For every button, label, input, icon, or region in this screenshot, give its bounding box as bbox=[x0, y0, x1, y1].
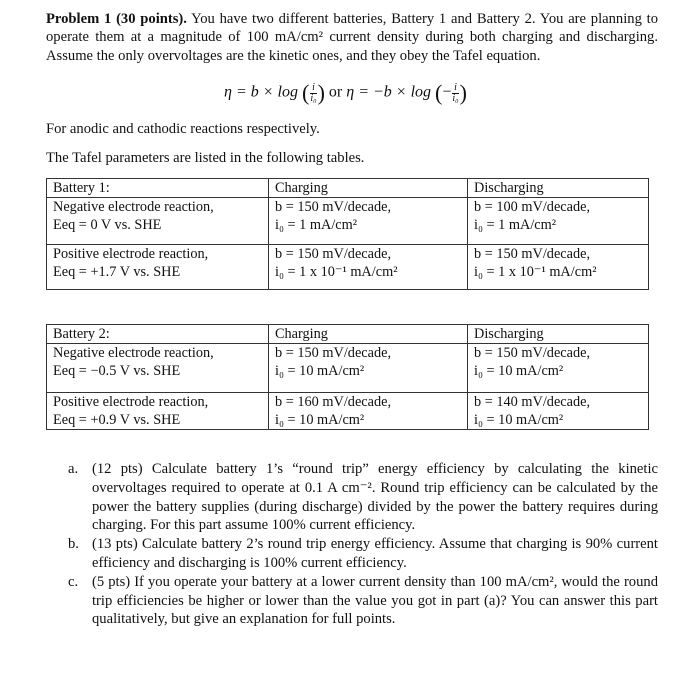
equation-right: η = −b × log bbox=[346, 83, 432, 101]
table-row bbox=[47, 325, 649, 344]
problem-intro-text: You have two different batteries, Battery 1 and Battery 2. You are planning to operate them at a magnitude of 100 mA/cm² current density during both charging and discharging. Assume the only overvoltages are the kinetic ones, and they obey the Tafel equation. bbox=[46, 11, 658, 64]
table-row: Positive electrode reaction, Eeq = +0.9 V vs. SHE b = 160 mV/decade, i₀ = 10 mA/cm² b = 140 mV/decade, i₀ = 10 mA/cm² bbox=[47, 393, 649, 430]
question-text: (12 pts) Calculate battery 1’s “round trip” energy efficiency by calculating the kinetic overvoltages required to operate at 0.1 A cm⁻². Round trip efficiency can be calculated by the power the battery supplies (during discharge) divided by the power the battery requires during charging. For this part assume 100% current efficiency. bbox=[92, 461, 658, 534]
tafel-equation: η = b × log ( $\frac{i}{\text{i₀}}$ ) or η = −b × log (− $\frac{i}{\text{i₀}}$ ) bbox=[224, 80, 467, 105]
question-list bbox=[68, 460, 658, 629]
question-text: (5 pts) If you operate your battery at a lower current density than 100 mA/cm², would the round trip efficiencies be higher or lower than the value you got in part (a)? You can answer this part qualitatively, but give an explanation for full points. bbox=[92, 573, 658, 628]
fraction-cathodic: $\frac{i}{\text{i₀}}$ bbox=[452, 81, 459, 104]
question-label: a. bbox=[68, 461, 79, 477]
battery1-col-discharging: Discharging bbox=[468, 179, 649, 198]
question-a bbox=[68, 460, 658, 535]
battery1-col-charging: Charging bbox=[269, 179, 468, 198]
equation-or: or bbox=[328, 83, 343, 101]
after-equation-text: For anodic and cathodic reactions respectively. bbox=[46, 121, 320, 137]
problem-heading: Problem 1 (30 points). bbox=[46, 11, 187, 27]
table-row: Negative electrode reaction, Eeq = 0 V vs. SHE b = 150 mV/decade, i₀ = 1 mA/cm² b = 100 mV/decade, i₀ = 1 mA/cm² bbox=[47, 198, 649, 245]
tables-intro-text: The Tafel parameters are listed in the following tables. bbox=[46, 150, 365, 166]
battery2-title: Battery 2: bbox=[47, 325, 269, 344]
question-text: (13 pts) Calculate battery 2’s round trip energy efficiency. Assume that charging is 90% current efficiency and discharging is 100% current efficiency. bbox=[92, 536, 658, 571]
problem-intro bbox=[46, 10, 658, 65]
question-label: c. bbox=[68, 573, 79, 590]
question-c bbox=[68, 573, 658, 629]
battery2-col-charging: Charging bbox=[269, 325, 468, 344]
question-b bbox=[68, 535, 658, 573]
battery1-table bbox=[46, 178, 649, 290]
table-row: Negative electrode reaction, Eeq = −0.5 V vs. SHE b = 150 mV/decade, i₀ = 10 mA/cm² b = 150 mV/decade, i₀ = 10 mA/cm² bbox=[47, 344, 649, 393]
battery2-col-discharging: Discharging bbox=[468, 325, 649, 344]
question-label: b. bbox=[68, 536, 79, 553]
equation-left: η = b × log bbox=[224, 83, 298, 101]
table-row: Positive electrode reaction, Eeq = +1.7 V vs. SHE b = 150 mV/decade, i₀ = 1 x 10⁻¹ mA/cm² b = 150 mV/decade, i₀ = 1 x 10⁻¹ mA/cm² bbox=[47, 245, 649, 290]
table-row bbox=[47, 179, 649, 198]
fraction-anodic: $\frac{i}{\text{i₀}}$ bbox=[310, 81, 317, 104]
battery2-table bbox=[46, 324, 649, 430]
battery1-title: Battery 1: bbox=[47, 179, 269, 198]
